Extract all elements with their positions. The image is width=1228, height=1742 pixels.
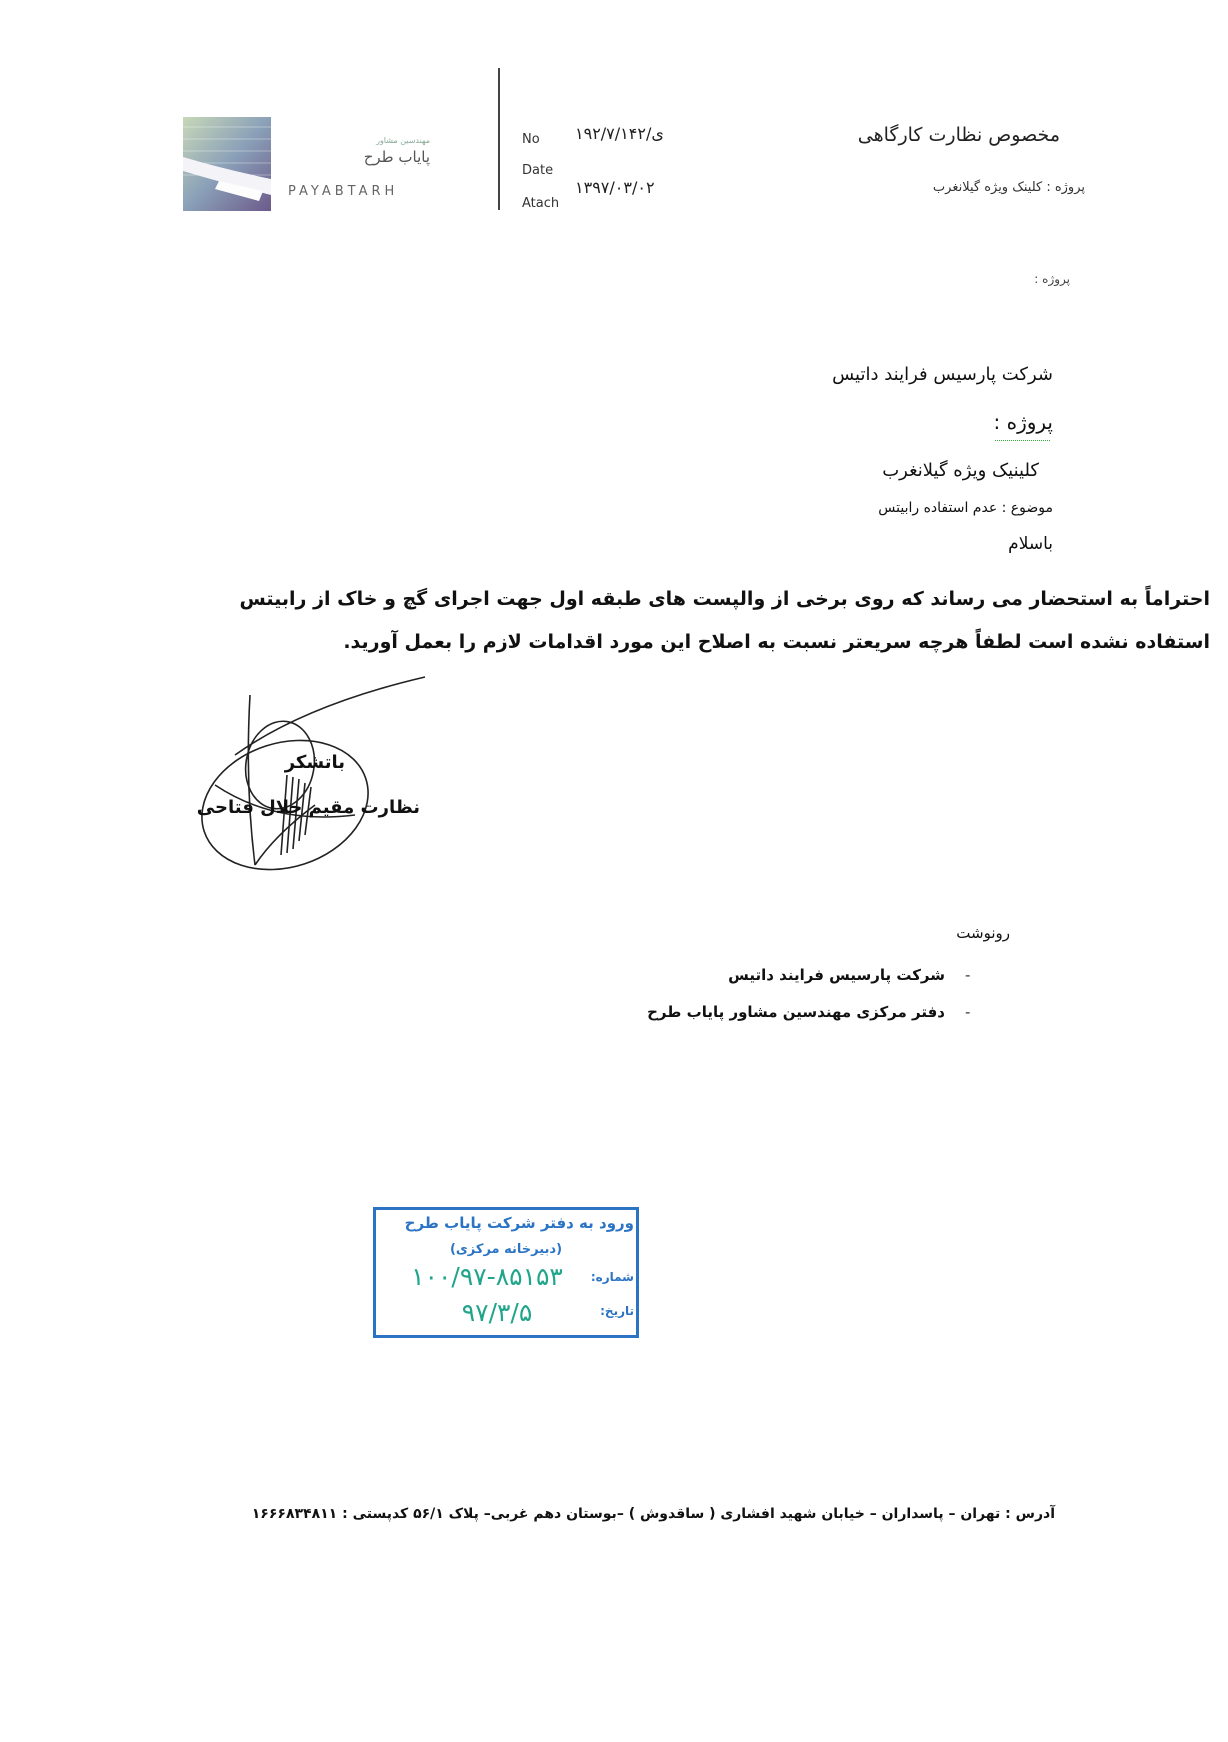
address: آدرس : تهران – پاسداران – خیابان شهید افشاری ( ساقدوش ) –بوستان دهم غربی– پلاک ۵۶/۱ کدپستی : ۱۶۶۶۸۳۴۸۱۱ <box>251 1506 1055 1522</box>
no-label: No <box>522 132 540 147</box>
cc-item: دفتر مرکزی مهندسین مشاور پایاب طرح <box>647 1003 945 1021</box>
body-text: احتراماً به استحضار می رساند که روی برخی از والپست های طبقه اول جهت اجرای گچ و خاک از رابیتس استفاده نشده است لطفاً هرچه سریعتر نسبت به اصلاح این مورد اقدامات لازم را بعمل آورید. <box>239 588 1210 653</box>
stamp-subtitle: (دبیرخانه مرکزی) <box>449 1242 563 1257</box>
header-project-2: پروژه : <box>1034 272 1070 286</box>
recipient: شرکت پارسیس فرایند داتیس <box>832 364 1053 385</box>
stamp-date-label: تاریخ: <box>600 1304 634 1318</box>
cc-bullet: - <box>965 1003 971 1021</box>
stamp-date: ۹۷/۳/۵ <box>461 1298 533 1327</box>
date-label: Date <box>522 163 554 178</box>
project-underline <box>995 440 1050 441</box>
letter-date: ۱۳۹۷/۰۳/۰۲ <box>575 178 655 197</box>
closing: باتشکر <box>284 752 345 773</box>
stamp-number: ۱۰۰/۹۷-۸۵۱۵۳ <box>411 1262 563 1291</box>
subject: موضوع : عدم استفاده رابیتس <box>878 500 1053 516</box>
logo-name-fa: پایاب طرح <box>363 148 430 166</box>
logo-name-en: PAYABTARH <box>288 184 399 199</box>
attach-label: Atach <box>522 196 560 211</box>
project-label: پروژه : <box>993 410 1053 434</box>
header-divider <box>498 68 500 210</box>
project-name: کلینیک ویژه گیلانغرب <box>882 460 1039 481</box>
cc-bullet: - <box>965 966 971 984</box>
header-title: مخصوص نظارت کارگاهی <box>857 124 1060 146</box>
greeting: باسلام <box>1008 534 1053 554</box>
company-logo-graphic <box>183 117 271 211</box>
stamp-title: ورود به دفتر شرکت پایاب طرح <box>404 1214 634 1232</box>
cc-title: رونوشت <box>956 924 1010 942</box>
logo-tagline: مهندسین مشاور <box>376 136 430 145</box>
stamp-number-label: شماره: <box>590 1270 634 1284</box>
letter-number: ۱۹۲/۷/ی/۱۴۲ <box>575 124 664 143</box>
handwritten-signature <box>195 665 435 900</box>
header-project: پروژه : کلینک ویژه گیلانغرب <box>932 180 1085 195</box>
received-stamp <box>373 1207 639 1338</box>
cc-item: شرکت پارسیس فرایند داتیس <box>728 966 945 984</box>
signatory: نظارت مقیم جلال فتاحی <box>196 797 420 818</box>
